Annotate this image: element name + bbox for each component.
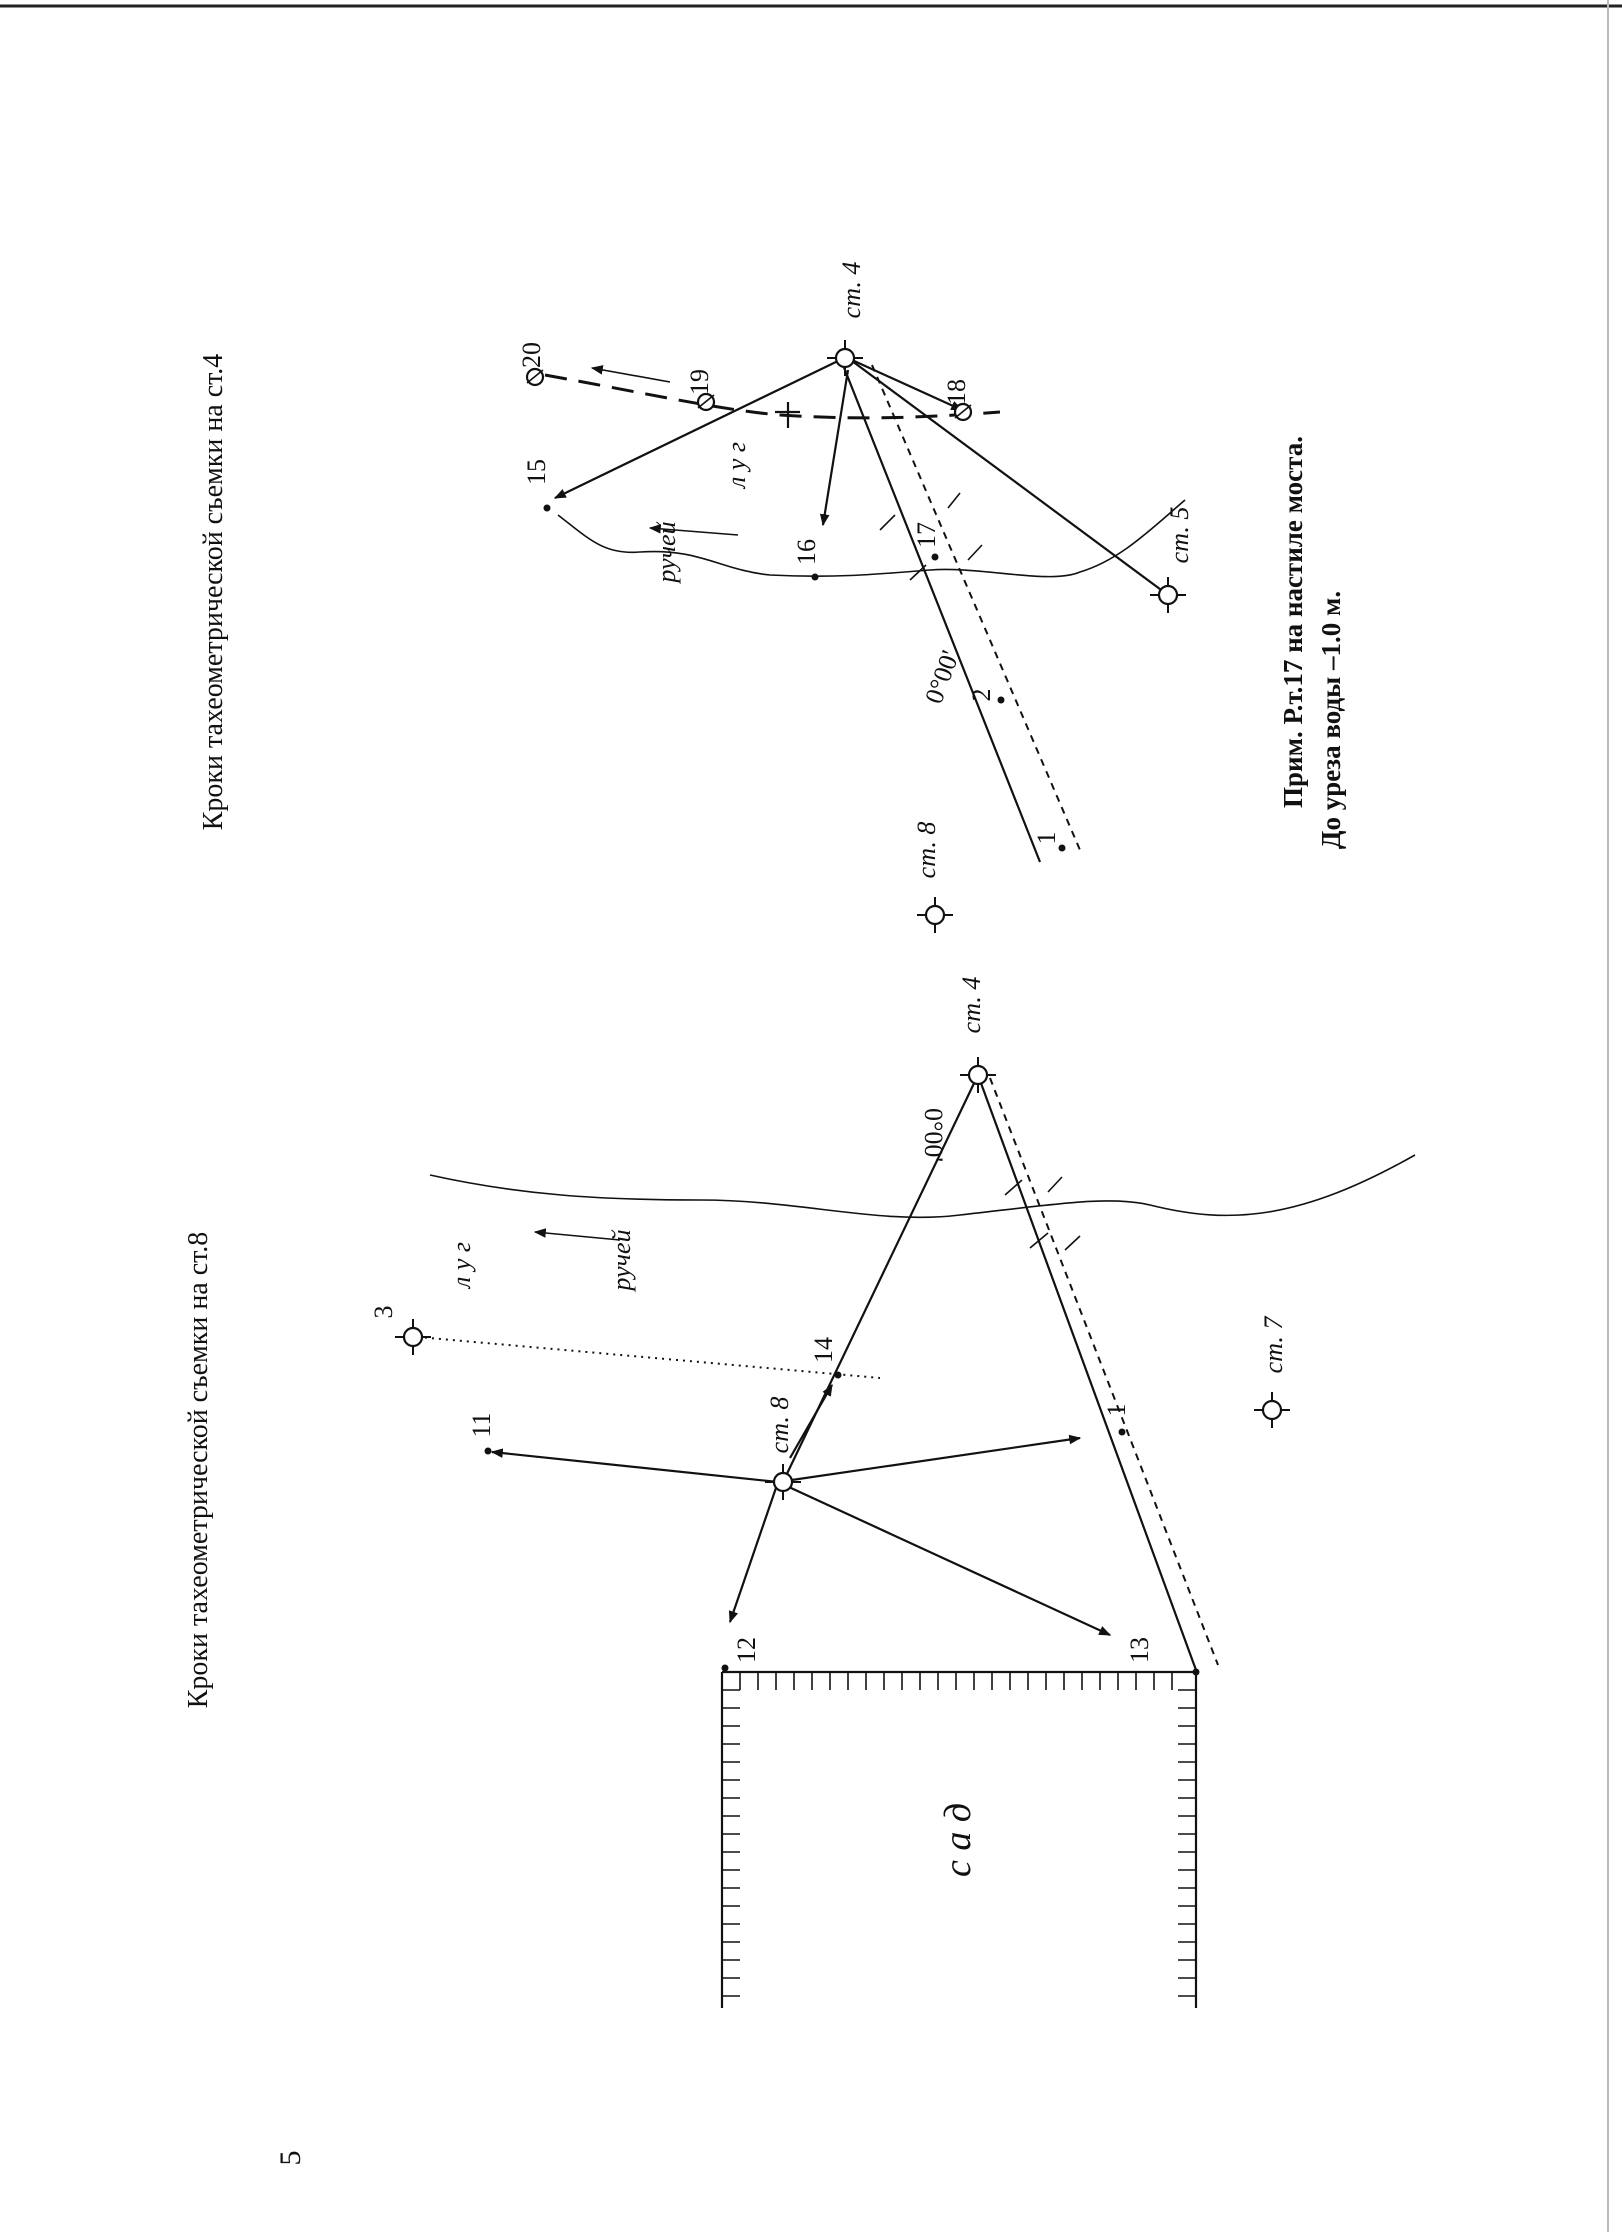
point-1-label-left: 1	[1102, 1403, 1131, 1417]
road-edge-dashed	[872, 365, 1080, 850]
sight-to-14	[790, 1385, 832, 1458]
road-dashed-left	[990, 1078, 1218, 1665]
station-8-label-left: ст. 8	[765, 1396, 794, 1454]
point-19-label: 19	[685, 369, 714, 395]
point-14	[835, 1372, 842, 1379]
sight-to-1	[778, 1438, 1080, 1482]
note-line-2: До уреза воды –1.0 м.	[1316, 590, 1346, 850]
sight-to-11	[492, 1452, 778, 1482]
point-15-label: 15	[522, 459, 551, 485]
station-4-label: ст. 4	[837, 261, 866, 319]
station-8-label: ст. 8	[912, 821, 941, 879]
point-12-label: 12	[732, 1637, 761, 1663]
station-7-label-left: ст. 7	[1259, 1316, 1288, 1374]
point-1-left	[1119, 1429, 1126, 1436]
point-2	[998, 697, 1005, 704]
station-8-symbol-left	[765, 1464, 801, 1500]
point-3-label: 3	[369, 1305, 398, 1319]
station-4-symbol	[827, 340, 863, 376]
point-13-label: 13	[1125, 1637, 1154, 1663]
bridge-tick-left	[1065, 1236, 1080, 1250]
point-3-symbol	[395, 1319, 431, 1355]
point-18-label: 18	[942, 379, 971, 405]
sight-to-st5	[848, 358, 1168, 595]
bridge-tick	[910, 565, 926, 580]
angle-label: 0°00'	[919, 646, 965, 708]
bridge-tick	[968, 545, 982, 560]
meadow-label-left: л у г	[447, 1241, 476, 1289]
bridge-tick-left	[1030, 1233, 1048, 1248]
point-11	[485, 1448, 492, 1455]
point-20-label: 20	[517, 342, 546, 368]
sight-to-13	[778, 1482, 1110, 1635]
point-1-label: 1	[1032, 831, 1061, 845]
bridge-tick-left	[1048, 1177, 1062, 1192]
line-st4-corner	[978, 1075, 1196, 1670]
boundary-arrow	[592, 368, 670, 382]
sketch-title-st4: Кроки тахеометрической съемки на ст.4	[198, 353, 229, 831]
point-2-label: 2	[967, 688, 996, 702]
point-11-label: 11	[467, 1412, 496, 1438]
point-13	[1193, 1669, 1200, 1676]
point-16	[812, 574, 819, 581]
stream-label: ручей	[652, 521, 681, 583]
stream-line-left	[430, 1155, 1415, 1217]
stream-label-left: ручей	[607, 1229, 636, 1291]
sight-to-12	[730, 1482, 778, 1622]
sketch-title-st8: Кроки тахеометрической съемки на ст.8	[183, 1231, 214, 1709]
bridge-tick	[880, 515, 895, 530]
meadow-label: л у г	[722, 441, 751, 489]
sight-to-16	[823, 370, 848, 525]
station-8-symbol	[917, 897, 953, 933]
point-16-label: 16	[792, 539, 821, 565]
angle-label-left: 0°00'	[919, 1107, 948, 1163]
station-4-symbol-left	[960, 1057, 996, 1093]
point-14-label: 14	[809, 1337, 838, 1363]
station-5-label: ст. 5	[1165, 506, 1194, 564]
road-edge-solid	[843, 365, 1040, 862]
point-17	[932, 554, 939, 561]
point-15	[544, 505, 551, 512]
sketch-station-4	[198, 262, 1346, 933]
point-12	[722, 1665, 729, 1672]
note-line-1: Прим. Р.т.17 на настиле моста.	[1278, 436, 1308, 808]
station-5-symbol	[1150, 577, 1186, 613]
bridge-tick	[948, 493, 960, 508]
station-4-label-left: ст. 4	[957, 976, 986, 1034]
point-17-label: 17	[912, 522, 941, 548]
station-7-symbol-left	[1254, 1392, 1290, 1428]
garden-label: с а д	[937, 1802, 979, 1878]
sketch-station-8	[183, 977, 1415, 2008]
page-number: 5	[274, 2150, 307, 2166]
point-1	[1059, 845, 1066, 852]
